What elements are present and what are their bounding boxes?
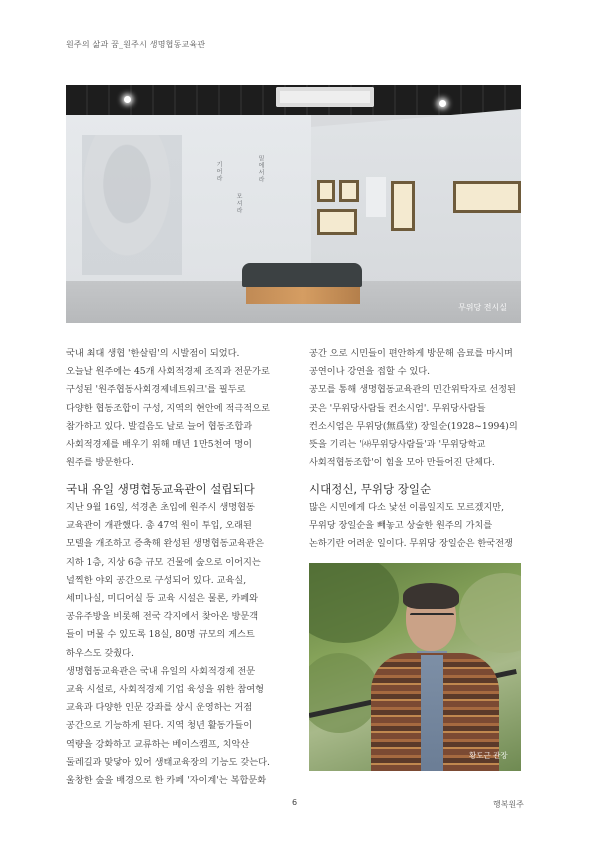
display-case: [317, 209, 357, 235]
shirt-front: [421, 655, 443, 771]
text-line: 컨소시엄은 무위당(無爲堂) 장일순(1928~1994)의: [309, 420, 518, 432]
wall-calligraphy: 밑에서라: [257, 155, 264, 183]
bench-base: [246, 284, 360, 304]
text-line: 공간으로 기능하게 된다. 지역 청년 활동가들이: [66, 720, 253, 732]
text-line: 모텔을 개조하고 증축해 완성된 생명협동교육관은: [66, 538, 265, 550]
hair: [403, 583, 459, 609]
wall-calligraphy: 기어라: [215, 161, 222, 182]
text-line: 공연이나 강연을 접할 수 있다.: [309, 366, 431, 378]
exhibition-hall-photo: [66, 85, 521, 323]
text-line: 세미나실, 미디어실 등 교육 시설은 물론, 카페와: [66, 593, 258, 605]
right-column-intro: [309, 345, 522, 472]
text-line: 국내 최대 생협 '한살림'의 시발점이 되었다.: [66, 348, 240, 359]
text-line: 오늘날 원주에는 45개 사회적경제 조직과 전문가로: [66, 366, 270, 378]
text-line: 논하기란 어려운 일이다. 무위당 장일순은 한국전쟁: [309, 538, 513, 550]
text-line: 둘레길과 맞닿아 있어 생태교육장의 기능도 갖는다.: [66, 756, 270, 768]
display-case: [391, 181, 415, 231]
photo-caption: 황도근 관장: [469, 751, 508, 760]
section-heading-jang-il-soon: 시대정신, 무위당 장일순: [309, 482, 432, 496]
ceiling-light: [124, 96, 131, 103]
text-line: 하우스도 갖췄다.: [66, 647, 134, 659]
text-line: 공유주방을 비롯해 전국 각지에서 찾아온 방문객: [66, 611, 259, 623]
text-line: 곳은 '무위당사람들 컨소시엄'. 무위당사람들: [309, 402, 486, 414]
text-line: 뜻을 기리는 '㈔무위당사람들'과 '무위당학교: [309, 439, 486, 451]
left-column-intro: [66, 345, 286, 472]
text-line: 많은 시민에게 다소 낯선 이름일지도 모르겠지만,: [309, 502, 505, 513]
text-line: 널찍한 야외 공간으로 구성되어 있다. 교육실,: [66, 574, 247, 586]
text-line: 지하 1층, 지상 6층 규모 건물에 숲으로 이어지는: [66, 556, 261, 568]
text-line: 구성된 '원주협동사회경제네트워크'를 필두로: [66, 384, 246, 396]
bench-cushion: [242, 263, 362, 287]
foliage: [309, 653, 379, 733]
text-line: 역량을 강화하고 교류하는 베이스캠프, 치악산: [66, 738, 250, 750]
text-line: 사회적협동조합'이 힘을 모아 만들어진 단체다.: [309, 457, 495, 469]
running-head: 원주의 삶과 꿈_원주시 생명협동교육관: [66, 40, 206, 49]
text-line: 무위당 장일순을 빼놓고 상술한 원주의 가치를: [309, 520, 493, 532]
text-line: 지난 9월 16일, 석경촌 초입에 원주시 생명협동: [66, 502, 255, 513]
ceiling-vent: [276, 87, 374, 107]
section-heading-education-center: 국내 유일 생명협동교육관이 설립되다: [66, 482, 255, 496]
portrait-mural: [82, 135, 182, 275]
foliage: [459, 573, 521, 653]
foliage: [309, 563, 399, 643]
display-case: [453, 181, 521, 213]
photo-caption: 무위당 전시실: [458, 303, 507, 312]
display-case: [339, 180, 359, 202]
text-line: 교육 시설로, 사회적경제 기업 육성을 위한 참여형: [66, 684, 264, 696]
text-line: 울창한 숲을 배경으로 한 카페 '자이계'는 복합문화: [66, 775, 267, 787]
page-number: 6: [292, 798, 298, 807]
text-line: 생명협동교육관은 국내 유일의 사회적경제 전문: [66, 665, 256, 677]
ceiling-light: [439, 100, 446, 107]
director-portrait-photo: [309, 563, 521, 771]
text-line: 원주를 방문한다.: [66, 457, 134, 469]
text-line: 공간 으로 시민들이 편안하게 방문해 음료를 마시며: [309, 348, 513, 359]
text-line: 들이 머물 수 있도록 18실, 80명 규모의 게스트: [66, 629, 255, 641]
footer-brand: 행복원주: [493, 800, 524, 809]
left-column-body: [66, 499, 286, 790]
text-line: 사회적경제를 배우기 위해 매년 1만5천여 명이: [66, 439, 253, 451]
glasses: [410, 613, 454, 625]
text-line: 교육관이 개관했다. 총 47억 원이 투입, 오래된: [66, 520, 252, 532]
text-line: 공모를 통해 생명협동교육관의 민간위탁자로 선정된: [309, 384, 516, 396]
right-column-body: [309, 499, 522, 554]
text-line: 다양한 협동조합이 구성, 지역의 현안에 적극적으로: [66, 402, 270, 414]
text-line: 참가하고 있다. 발걸음도 날로 늘어 협동조합과: [66, 420, 253, 432]
display-case: [317, 180, 335, 202]
wall-calligraphy: 모셔라: [235, 193, 242, 214]
text-line: 교육과 다양한 인문 강좌를 상시 운영하는 거점: [66, 702, 253, 714]
info-panel: [366, 177, 386, 217]
